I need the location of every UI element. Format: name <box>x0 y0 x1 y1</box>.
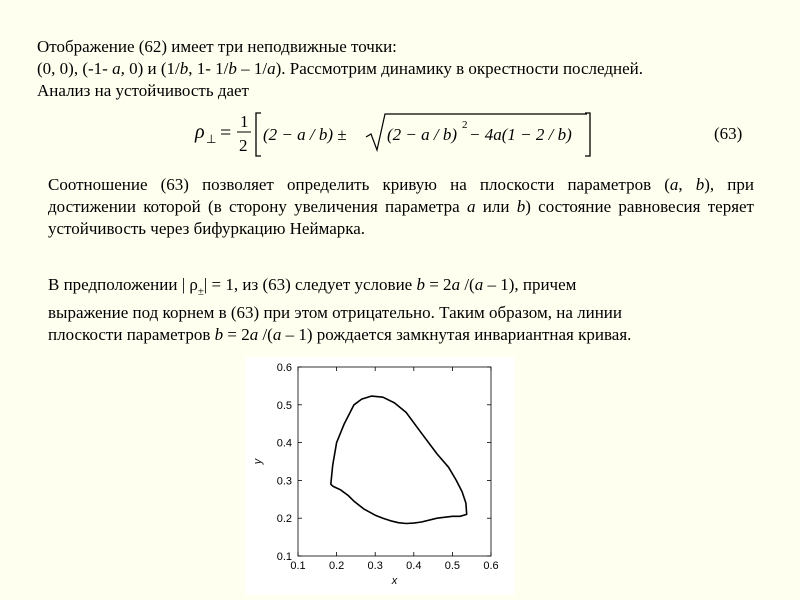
text-run: /( <box>258 325 273 345</box>
text-run: ). Рассмотрим динамику в окрестности последней. <box>275 59 643 78</box>
right-bracket <box>585 113 590 156</box>
paragraph-2 <box>48 174 754 240</box>
text-run: ), при достижении которой (в сторону увеличения параметра <box>48 175 754 216</box>
text-run: – 1), причем <box>483 275 577 294</box>
plot-frame <box>298 367 491 556</box>
x-tick-label: 0.6 <box>483 560 499 572</box>
rho-subscript: ± <box>197 285 204 298</box>
plot-svg <box>245 357 515 595</box>
formula-lhs-sub: ⊥ <box>206 132 217 146</box>
text-run: /( <box>460 275 475 294</box>
paragraph-3 <box>48 274 754 346</box>
left-bracket <box>256 113 261 156</box>
formula-term2: (2 − a / b) <box>387 125 458 144</box>
var-b: b <box>179 59 189 78</box>
x-tick-label: 0.4 <box>406 560 422 572</box>
paragraph-3-line-1 <box>48 274 754 302</box>
x-axis-label: x <box>391 575 398 587</box>
var-b: b <box>695 175 705 194</box>
paragraph-3-line-2: выражение под корнем в (63) при этом отрицательно. Таким образом, на линии <box>48 303 622 323</box>
text-run: 0) и (1/ <box>124 59 180 78</box>
intro-line-1: Отображение (62) имеет три неподвижные точки: <box>37 37 397 56</box>
y-tick-label: 0.1 <box>276 551 292 563</box>
intro-paragraph <box>37 36 757 102</box>
formula-equals: = <box>220 122 232 144</box>
y-tick-label: 0.4 <box>276 437 292 450</box>
var-b: b <box>516 197 526 216</box>
var-a: a <box>249 325 259 345</box>
y-tick-label: 0.3 <box>276 475 292 488</box>
var-a: a, <box>112 59 125 78</box>
y-tick-label: 0.5 <box>276 399 292 412</box>
text-run: , <box>678 175 696 194</box>
intro-line-3: Анализ на устойчивость дает <box>37 81 249 100</box>
var-a: a <box>467 197 476 216</box>
text-run: – 1/ <box>236 59 268 78</box>
x-tick-label: 0.3 <box>367 560 383 572</box>
text-run: = 2 <box>424 275 452 294</box>
paragraph-3-line-3 <box>48 324 754 346</box>
var-a: a <box>474 275 484 294</box>
text-run: (0, 0), (-1- <box>37 59 113 78</box>
var-b: b <box>228 59 237 78</box>
formula-term1: (2 − a / b) ± <box>263 125 347 144</box>
x-tick-label: 0.1 <box>290 560 306 572</box>
y-tick-label: 0.6 <box>276 362 292 374</box>
formula-frac-num: 1 <box>240 112 249 131</box>
intro-line-2 <box>37 58 757 80</box>
var-a: a <box>451 275 461 294</box>
var-a: a <box>267 59 276 78</box>
text-run: | = 1, из (63) следует условие <box>203 275 417 294</box>
var-b: b <box>416 275 425 294</box>
var-a: a <box>272 325 282 345</box>
formula-63 <box>193 110 593 160</box>
text-run: = 2 <box>223 325 250 345</box>
text-run: , 1- 1/ <box>188 59 229 78</box>
var-a: a <box>669 175 679 194</box>
formula-frac-den: 2 <box>239 136 248 155</box>
text-run: – 1) рождается замкнутая инвариантная кривая. <box>281 325 632 345</box>
y-axis-label: y <box>252 458 264 465</box>
formula-power: 2 <box>462 119 468 131</box>
y-tick-label: 0.2 <box>276 513 292 526</box>
x-tick-label: 0.2 <box>328 560 345 572</box>
equation-number: (63) <box>714 124 743 143</box>
text-run: Соотношение (63) позволяет определить кривую на плоскости параметров ( <box>48 175 670 194</box>
formula-lhs: ρ <box>195 121 205 143</box>
text-run: плоскости параметров <box>48 325 215 345</box>
invariant-curve-plot <box>245 357 515 595</box>
text-run: В предположении | ρ <box>48 275 198 294</box>
text-run: или <box>475 197 517 216</box>
x-tick-label: 0.5 <box>444 560 461 572</box>
text-run: ) состояние равновесия теряет устойчивость через бифуркацию Неймарка. <box>48 197 754 238</box>
formula-term3: − 4a(1 − 2 / b) <box>469 125 572 144</box>
var-b: b <box>214 325 224 345</box>
